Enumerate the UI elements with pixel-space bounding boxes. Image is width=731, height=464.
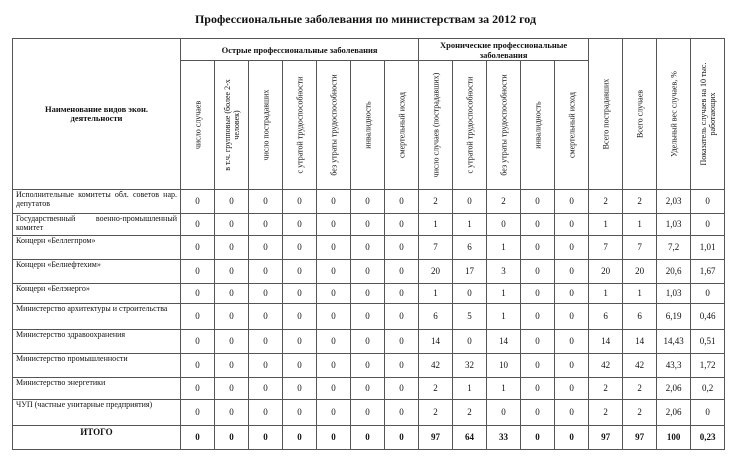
value-cell: 1	[453, 214, 487, 236]
value-cell: 1	[623, 214, 657, 236]
value-cell: 0	[249, 426, 283, 450]
value-cell: 0	[385, 304, 419, 330]
value-cell: 0	[181, 378, 215, 400]
column-header: Всего пострадавших	[589, 39, 623, 190]
table-body	[13, 190, 725, 450]
value-cell: 0	[521, 260, 555, 284]
value-cell: 0,46	[691, 304, 725, 330]
value-cell: 0	[351, 284, 385, 304]
value-cell: 1	[487, 378, 521, 400]
value-cell: 0	[215, 304, 249, 330]
value-cell: 0	[691, 400, 725, 426]
value-cell: 0	[215, 190, 249, 214]
value-cell: 0	[521, 304, 555, 330]
value-cell: 0	[351, 236, 385, 260]
row-name-cell: Концерн «Белэнерго»	[13, 284, 181, 304]
column-header: смертельный исход	[555, 61, 589, 190]
value-cell: 2,03	[657, 190, 691, 214]
value-cell: 0	[453, 190, 487, 214]
value-cell: 0	[283, 260, 317, 284]
table-row	[13, 260, 725, 284]
value-cell: 0	[317, 260, 351, 284]
column-header: число пострадавших	[249, 61, 283, 190]
value-cell: 0	[385, 236, 419, 260]
value-cell: 97	[589, 426, 623, 450]
value-cell: 0	[249, 260, 283, 284]
value-cell: 0	[555, 190, 589, 214]
value-cell: 3	[487, 260, 521, 284]
value-cell: 43,3	[657, 354, 691, 378]
value-cell: 0	[283, 214, 317, 236]
value-cell: 0,23	[691, 426, 725, 450]
table-row	[13, 284, 725, 304]
value-cell: 1	[589, 284, 623, 304]
total-row	[13, 426, 725, 450]
column-header: инвалидность	[521, 61, 555, 190]
value-cell: 0	[283, 304, 317, 330]
value-cell: 0	[521, 190, 555, 214]
value-cell: 1	[419, 284, 453, 304]
row-name-cell: Исполнительные комитеты обл. советов нар. депутатов	[13, 190, 181, 214]
value-cell: 1	[623, 284, 657, 304]
value-cell: 2	[589, 400, 623, 426]
column-header: число случаев (пострадавших)	[419, 61, 453, 190]
value-cell: 0	[181, 400, 215, 426]
value-cell: 2,06	[657, 378, 691, 400]
value-cell: 0	[317, 354, 351, 378]
row-name-cell: Министерство архитектуры и строительства	[13, 304, 181, 330]
value-cell: 0	[283, 354, 317, 378]
value-cell: 0	[215, 378, 249, 400]
value-cell: 2	[623, 190, 657, 214]
value-cell: 10	[487, 354, 521, 378]
value-cell: 0	[691, 190, 725, 214]
value-cell: 0	[385, 378, 419, 400]
value-cell: 0	[521, 236, 555, 260]
value-cell: 0	[181, 214, 215, 236]
value-cell: 0	[317, 214, 351, 236]
value-cell: 6	[589, 304, 623, 330]
value-cell: 0	[555, 330, 589, 354]
value-cell: 0,2	[691, 378, 725, 400]
column-header: смертельный исход	[385, 61, 419, 190]
row-name-cell: Государственный военно-промышленный комитет	[13, 214, 181, 236]
acute-group-header: Острые профессиональные заболевания	[181, 39, 419, 61]
value-cell: 0	[385, 260, 419, 284]
value-cell: 0	[555, 236, 589, 260]
value-cell: 2	[487, 190, 521, 214]
value-cell: 6	[453, 236, 487, 260]
value-cell: 17	[453, 260, 487, 284]
value-cell: 0	[487, 214, 521, 236]
value-cell: 0	[351, 426, 385, 450]
value-cell: 0	[521, 426, 555, 450]
page-title: Профессиональные заболевания по министерствам за 2012 год	[194, 12, 537, 26]
value-cell: 0	[351, 400, 385, 426]
value-cell: 0	[215, 260, 249, 284]
value-cell: 14,43	[657, 330, 691, 354]
value-cell: 7	[419, 236, 453, 260]
row-name-cell: Министерство промышленности	[13, 354, 181, 378]
value-cell: 0	[283, 400, 317, 426]
value-cell: 7	[623, 236, 657, 260]
value-cell: 42	[419, 354, 453, 378]
value-cell: 33	[487, 426, 521, 450]
row-name-cell: Министерство энергетики	[13, 378, 181, 400]
value-cell: 0	[385, 400, 419, 426]
value-cell: 1	[487, 236, 521, 260]
value-cell: 1,72	[691, 354, 725, 378]
value-cell: 6,19	[657, 304, 691, 330]
value-cell: 64	[453, 426, 487, 450]
value-cell: 100	[657, 426, 691, 450]
table-row	[13, 400, 725, 426]
value-cell: 0	[249, 378, 283, 400]
name-column-header: Наименование видов экон. деятельности	[13, 39, 181, 190]
table-row	[13, 330, 725, 354]
value-cell: 42	[623, 354, 657, 378]
value-cell: 0	[555, 426, 589, 450]
value-cell: 1	[589, 214, 623, 236]
table-row	[13, 354, 725, 378]
column-header: Удельный вес случаев, %	[657, 39, 691, 190]
value-cell: 14	[589, 330, 623, 354]
value-cell: 0	[385, 190, 419, 214]
value-cell: 0	[521, 330, 555, 354]
value-cell: 0	[351, 260, 385, 284]
value-cell: 0	[555, 260, 589, 284]
value-cell: 7,2	[657, 236, 691, 260]
value-cell: 0	[385, 354, 419, 378]
column-header: без утраты трудоспособности	[487, 61, 521, 190]
value-cell: 0	[249, 400, 283, 426]
value-cell: 5	[453, 304, 487, 330]
column-header: без утраты трудоспособности	[317, 61, 351, 190]
value-cell: 0	[555, 400, 589, 426]
value-cell: 14	[419, 330, 453, 354]
value-cell: 2	[589, 378, 623, 400]
value-cell: 0	[215, 214, 249, 236]
value-cell: 0	[385, 214, 419, 236]
value-cell: 0	[453, 284, 487, 304]
value-cell: 97	[623, 426, 657, 450]
value-cell: 0	[181, 426, 215, 450]
value-cell: 0	[215, 236, 249, 260]
value-cell: 0	[283, 378, 317, 400]
value-cell: 0	[249, 304, 283, 330]
table-row	[13, 304, 725, 330]
value-cell: 0	[521, 214, 555, 236]
value-cell: 0	[215, 284, 249, 304]
column-header: в т.ч. групповые (более 2-х человек)	[215, 61, 249, 190]
value-cell: 0	[249, 236, 283, 260]
chronic-group-header: Хронические профессиональные заболевания	[419, 39, 589, 61]
value-cell: 0	[691, 284, 725, 304]
value-cell: 0	[181, 284, 215, 304]
value-cell: 0	[181, 190, 215, 214]
row-name-cell: Концерн «Белнефтехим»	[13, 260, 181, 284]
value-cell: 0	[351, 330, 385, 354]
value-cell: 1,67	[691, 260, 725, 284]
value-cell: 1,03	[657, 214, 691, 236]
value-cell: 0	[181, 236, 215, 260]
value-cell: 2	[623, 400, 657, 426]
value-cell: 1	[419, 214, 453, 236]
value-cell: 2	[453, 400, 487, 426]
value-cell: 0	[691, 214, 725, 236]
value-cell: 0	[385, 330, 419, 354]
value-cell: 0	[555, 214, 589, 236]
value-cell: 0	[181, 304, 215, 330]
value-cell: 0	[283, 330, 317, 354]
column-header: с утратой трудоспособности	[453, 61, 487, 190]
value-cell: 0	[317, 330, 351, 354]
value-cell: 0	[215, 330, 249, 354]
value-cell: 0	[385, 284, 419, 304]
value-cell: 6	[419, 304, 453, 330]
value-cell: 0	[317, 400, 351, 426]
value-cell: 1	[487, 284, 521, 304]
value-cell: 1,03	[657, 284, 691, 304]
value-cell: 14	[487, 330, 521, 354]
value-cell: 2	[419, 378, 453, 400]
value-cell: 0	[317, 426, 351, 450]
value-cell: 14	[623, 330, 657, 354]
column-header: число случаев	[181, 61, 215, 190]
value-cell: 32	[453, 354, 487, 378]
value-cell: 0	[385, 426, 419, 450]
value-cell: 2,06	[657, 400, 691, 426]
value-cell: 0	[351, 214, 385, 236]
value-cell: 20	[589, 260, 623, 284]
value-cell: 0	[521, 400, 555, 426]
value-cell: 0	[249, 214, 283, 236]
value-cell: 20	[419, 260, 453, 284]
value-cell: 0	[283, 284, 317, 304]
value-cell: 0	[181, 354, 215, 378]
value-cell: 42	[589, 354, 623, 378]
value-cell: 20	[623, 260, 657, 284]
value-cell: 0	[317, 190, 351, 214]
value-cell: 2	[419, 190, 453, 214]
value-cell: 0	[215, 400, 249, 426]
value-cell: 0	[521, 354, 555, 378]
table-row	[13, 378, 725, 400]
value-cell: 0	[249, 330, 283, 354]
value-cell: 1	[487, 304, 521, 330]
row-name-cell: ЧУП (частные унитарные предприятия)	[13, 400, 181, 426]
value-cell: 0	[453, 330, 487, 354]
table-row	[13, 190, 725, 214]
value-cell: 0	[555, 378, 589, 400]
table-row	[13, 236, 725, 260]
value-cell: 0	[351, 378, 385, 400]
value-cell: 7	[589, 236, 623, 260]
value-cell: 0	[351, 304, 385, 330]
value-cell: 0	[317, 304, 351, 330]
row-name-cell: Концерн «Беллегпром»	[13, 236, 181, 260]
value-cell: 0	[283, 236, 317, 260]
value-cell: 0	[181, 330, 215, 354]
value-cell: 97	[419, 426, 453, 450]
value-cell: 2	[589, 190, 623, 214]
column-header: инвалидность	[351, 61, 385, 190]
value-cell: 0	[521, 378, 555, 400]
value-cell: 0	[555, 284, 589, 304]
value-cell: 0	[249, 190, 283, 214]
value-cell: 0	[351, 354, 385, 378]
value-cell: 0	[317, 378, 351, 400]
value-cell: 0	[215, 426, 249, 450]
column-header: Показатель случаев на 10 тыс. работающих	[691, 39, 725, 190]
value-cell: 0	[283, 426, 317, 450]
value-cell: 0	[351, 190, 385, 214]
value-cell: 0	[249, 354, 283, 378]
column-header: Всего случаев	[623, 39, 657, 190]
value-cell: 1,01	[691, 236, 725, 260]
value-cell: 0	[317, 236, 351, 260]
value-cell: 20,6	[657, 260, 691, 284]
row-name-cell: Министерство здравоохранения	[13, 330, 181, 354]
value-cell: 0,51	[691, 330, 725, 354]
value-cell: 0	[555, 304, 589, 330]
value-cell: 0	[181, 260, 215, 284]
value-cell: 0	[555, 354, 589, 378]
value-cell: 0	[521, 284, 555, 304]
diseases-table	[12, 38, 725, 450]
column-header: с утратой трудоспособности	[283, 61, 317, 190]
value-cell: 0	[249, 284, 283, 304]
value-cell: 0	[317, 284, 351, 304]
value-cell: 2	[623, 378, 657, 400]
value-cell: 0	[283, 190, 317, 214]
value-cell: 6	[623, 304, 657, 330]
value-cell: 2	[419, 400, 453, 426]
value-cell: 1	[453, 378, 487, 400]
table-row	[13, 214, 725, 236]
value-cell: 0	[215, 354, 249, 378]
row-name-cell: ИТОГО	[13, 426, 181, 450]
value-cell: 0	[487, 400, 521, 426]
